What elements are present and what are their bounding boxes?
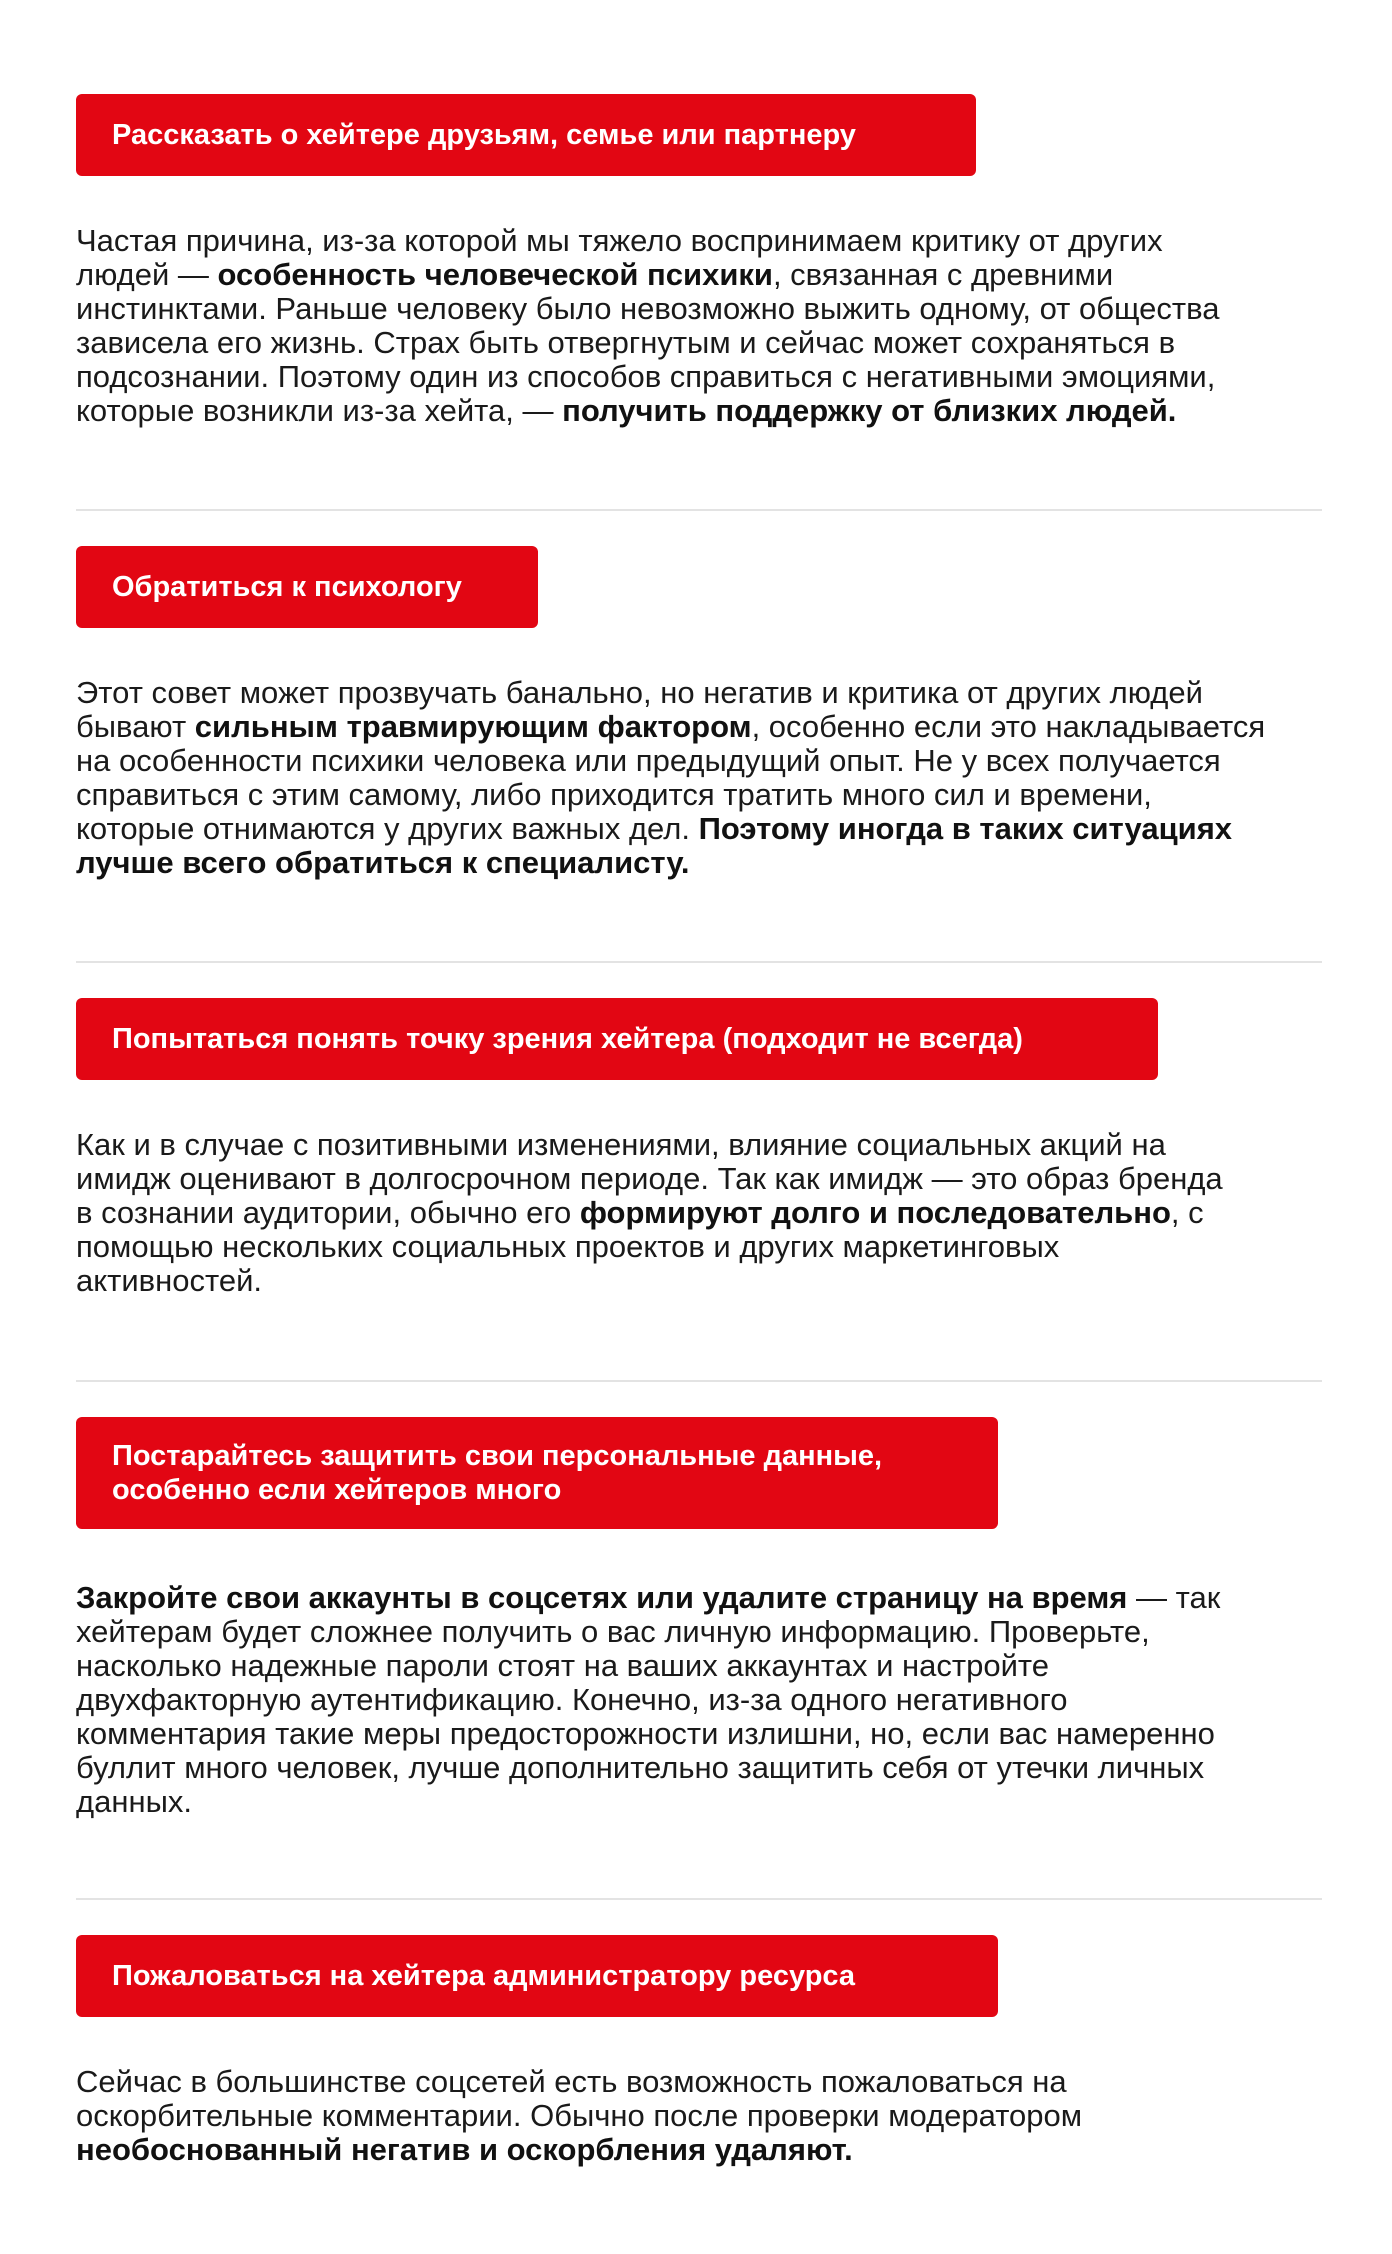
paragraph-text: , особенно если это накладывается xyxy=(751,709,1266,744)
paragraph-text: подсознании. Поэтому один из способов справиться с негативными эмоциями, xyxy=(76,359,1216,394)
paragraph-text: комментария такие меры предосторожности излишни, но, если вас намеренно xyxy=(76,1716,1215,1751)
paragraph-line xyxy=(76,258,1322,292)
section-1-title-line-1: Рассказать о хейтере друзьям, семье или партнеру xyxy=(112,119,856,151)
paragraph-text: помощью нескольких социальных проектов и других маркетинговых xyxy=(76,1229,1060,1264)
section-1 xyxy=(76,94,1322,428)
paragraph-line xyxy=(76,846,1322,880)
paragraph-line xyxy=(76,1196,1322,1230)
emphasis-text: Поэтому иногда в таких ситуациях xyxy=(698,811,1233,846)
paragraph-line xyxy=(76,2133,1322,2167)
paragraph-line xyxy=(76,1683,1322,1717)
paragraph-line xyxy=(76,1649,1322,1683)
paragraph-line xyxy=(76,1751,1322,1785)
paragraph-text: — так xyxy=(1127,1580,1221,1615)
emphasis-text: лучше всего обратиться к специалисту. xyxy=(76,845,690,880)
emphasis-text: формируют долго и последовательно xyxy=(579,1195,1171,1230)
paragraph-text: которые возникли из-за хейта, — xyxy=(76,393,563,428)
section-3-body xyxy=(76,1128,1322,1298)
paragraph-text: , связанная с древними xyxy=(772,257,1114,292)
paragraph-line xyxy=(76,1717,1322,1751)
section-4-body xyxy=(76,1581,1322,1819)
paragraph-line xyxy=(76,778,1322,812)
paragraph-line xyxy=(76,1230,1322,1264)
paragraph-line xyxy=(76,710,1322,744)
section-5-title-badge xyxy=(76,1935,998,2017)
section-4-title-badge xyxy=(76,1417,998,1529)
paragraph-line xyxy=(76,744,1322,778)
paragraph-line xyxy=(76,676,1322,710)
paragraph-text: людей — xyxy=(76,257,218,292)
paragraph-line xyxy=(76,2099,1322,2133)
paragraph-text: которые отнимаются у других важных дел. xyxy=(76,811,699,846)
divider-3 xyxy=(76,1380,1322,1382)
section-1-title-badge xyxy=(76,94,976,176)
paragraph-text: Этот совет может прозвучать банально, но негатив и критика от других людей xyxy=(76,675,1203,710)
paragraph-text: в сознании аудитории, обычно его xyxy=(76,1195,580,1230)
paragraph-text: Частая причина, из-за которой мы тяжело воспринимаем критику от других xyxy=(76,223,1163,258)
paragraph-text: насколько надежные пароли стоят на ваших аккаунтах и настройте xyxy=(76,1648,1049,1683)
paragraph-line xyxy=(76,326,1322,360)
paragraph-line xyxy=(76,292,1322,326)
paragraph-text: хейтерам будет сложнее получить о вас личную информацию. Проверьте, xyxy=(76,1614,1150,1649)
paragraph-text: данных. xyxy=(76,1784,192,1819)
emphasis-text: Закройте свои аккаунты в соцсетях или удалите страницу на время xyxy=(76,1580,1128,1615)
paragraph-text: инстинктами. Раньше человеку было невозможно выжить одному, от общества xyxy=(76,291,1220,326)
divider-2 xyxy=(76,961,1322,963)
paragraph-line xyxy=(76,1264,1322,1298)
section-3 xyxy=(76,998,1322,1298)
paragraph-line xyxy=(76,1128,1322,1162)
emphasis-text: получить поддержку от близких людей. xyxy=(562,393,1177,428)
paragraph-text: бывают xyxy=(76,709,195,744)
section-1-body xyxy=(76,224,1322,428)
paragraph-line xyxy=(76,360,1322,394)
paragraph-text: Как и в случае с позитивными изменениями, влияние социальных акций на xyxy=(76,1127,1166,1162)
section-4 xyxy=(76,1417,1322,1819)
paragraph-text: зависела его жизнь. Страх быть отвергнутым и сейчас может сохраняться в xyxy=(76,325,1176,360)
emphasis-text: особенность человеческой психики xyxy=(217,257,773,292)
paragraph-text: двухфакторную аутентификацию. Конечно, из-за одного негативного xyxy=(76,1682,1068,1717)
paragraph-line xyxy=(76,1581,1322,1615)
divider-4 xyxy=(76,1898,1322,1900)
paragraph-text: буллит много человек, лучше дополнительно защитить себя от утечки личных xyxy=(76,1750,1205,1785)
section-2 xyxy=(76,546,1322,880)
paragraph-text: имидж оценивают в долгосрочном периоде. Так как имидж — это образ бренда xyxy=(76,1161,1223,1196)
paragraph-line xyxy=(76,1162,1322,1196)
section-3-title-line-1: Попытаться понять точку зрения хейтера (подходит не всегда) xyxy=(112,1023,1023,1055)
section-2-title-badge xyxy=(76,546,538,628)
paragraph-text: на особенности психики человека или предыдущий опыт. Не у всех получается xyxy=(76,743,1221,778)
paragraph-text: , с xyxy=(1170,1195,1204,1230)
section-5-body xyxy=(76,2065,1322,2167)
emphasis-text: необоснованный негатив и оскорбления удаляют. xyxy=(76,2132,853,2167)
paragraph-line xyxy=(76,1785,1322,1819)
paragraph-line xyxy=(76,394,1322,428)
paragraph-text: справиться с этим самому, либо приходится тратить много сил и времени, xyxy=(76,777,1152,812)
section-3-title-badge xyxy=(76,998,1158,1080)
paragraph-line xyxy=(76,812,1322,846)
emphasis-text: сильным травмирующим фактором xyxy=(194,709,752,744)
section-4-title-line-1: Постарайтесь защитить свои персональные данные, xyxy=(112,1440,883,1472)
paragraph-line xyxy=(76,2065,1322,2099)
section-2-title-line-1: Обратиться к психологу xyxy=(112,571,462,603)
divider-1 xyxy=(76,509,1322,511)
paragraph-text: оскорбительные комментарии. Обычно после проверки модератором xyxy=(76,2098,1083,2133)
section-5 xyxy=(76,1935,1322,2167)
paragraph-text: Сейчас в большинстве соцсетей есть возможность пожаловаться на xyxy=(76,2064,1067,2099)
section-5-title-line-1: Пожаловаться на хейтера администратору ресурса xyxy=(112,1960,856,1992)
section-2-body xyxy=(76,676,1322,880)
paragraph-line xyxy=(76,1615,1322,1649)
paragraph-text: активностей. xyxy=(76,1263,263,1298)
paragraph-line xyxy=(76,224,1322,258)
section-4-title-line-2: особенно если хейтеров много xyxy=(112,1474,562,1506)
